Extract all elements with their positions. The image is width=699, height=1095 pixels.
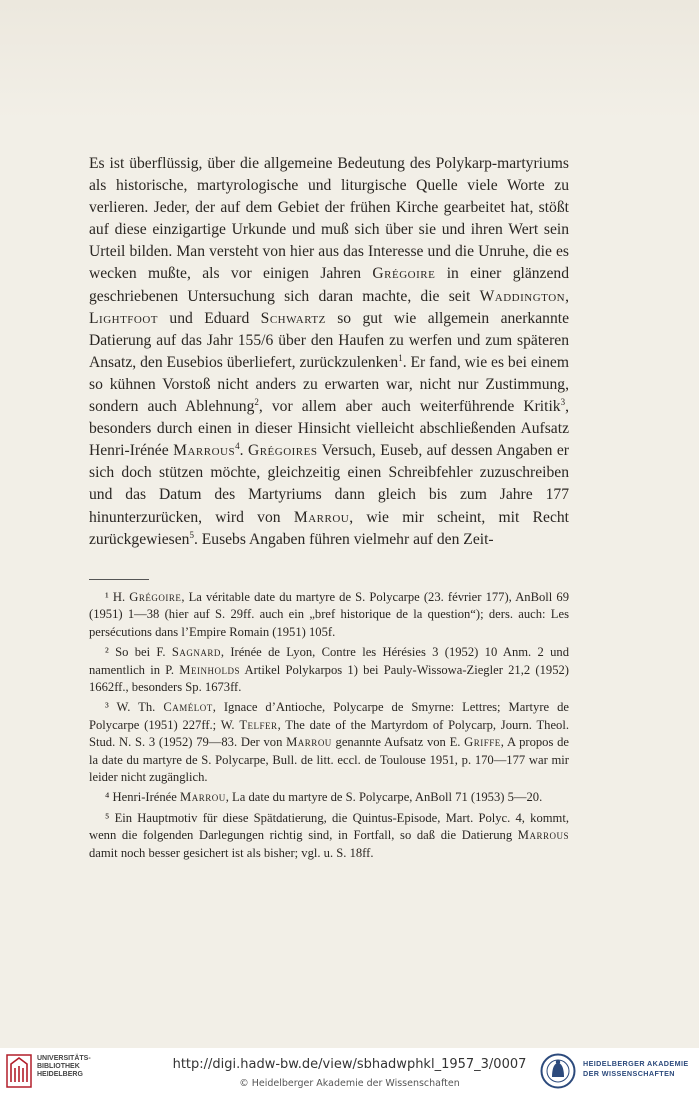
text-run: , La date du martyre de S. Polycarpe, AnBoll 71 (1953) 5—20. xyxy=(225,790,543,805)
university-library-label: UNIVERSITÄTS- BIBLIOTHEK HEIDELBERG xyxy=(37,1055,91,1078)
text-run: Es ist überflüssig, über die allgemeine Bedeutung des Polykarp-martyriums als historische, martyrologische und liturgische Quelle viele Worte zu verlieren. Jeder, der auf dem Gebiet der frühen Kirche gearbeitet hat, stößt auf diese einzigartige Urkunde und muß sich über sie und ihren Wert sein Urteil bilden. Man versteht von hier aus das Interesse und die Unruhe, die es wecken mußte, als vor einigen Jahren xyxy=(89,155,569,283)
copyright-notice: © Heidelberger Akademie der Wissenschaften xyxy=(239,1078,460,1089)
author-name: Marrou xyxy=(286,735,332,750)
author-name: Telfer xyxy=(239,717,278,732)
text-run: , The date of the Martyrdom of Polycarp, Journ. Theol. Stud. N. S. 3 (1952) 79—83. Der von xyxy=(89,717,570,750)
text-run: ⁵ Ein Hauptmotiv für diese Spätdatierung, die Quintus-Episode, Mart. Polyc. 4, kommt, wenn die folgenden Darlegungen richtig sind, in Fortfall, so daß die Datierung xyxy=(89,810,569,843)
academy-seal-icon xyxy=(540,1053,576,1089)
footnote-1 xyxy=(89,589,569,641)
author-name: Marrous xyxy=(517,828,569,843)
main-paragraph xyxy=(89,153,569,551)
author-name: Waddington xyxy=(479,287,566,305)
author-name: Meinholds xyxy=(179,662,240,677)
author-name: Grégoire xyxy=(372,265,436,283)
footnote-marker: 4 xyxy=(235,441,240,452)
author-name: Marrou xyxy=(293,508,350,526)
text-run: , A propos de la date du martyre de S. Polycarpe, Bull. de litt. eccl. de Toulouse 1951, p. 170—177 war mir leider nicht zugänglich. xyxy=(89,735,569,785)
footnote-5 xyxy=(89,810,569,862)
text-run: , Irénée de Lyon, Contre les Hérésies 3 (1952) 10 Anm. 2 und namentlich in P. xyxy=(89,645,569,677)
text-run: . xyxy=(239,442,248,460)
footnote-3 xyxy=(89,699,569,786)
text-run: , La véritable date du martyre de S. Polycarpe (23. février 177), AnBoll 69 (1951) 1—38 (hier auf S. 29ff. auch ein „bref historique de la question“); ders. auch: Les persécutions dans l’Empire Romain (1951) 105f. xyxy=(89,590,569,639)
author-name: Schwartz xyxy=(260,309,326,327)
text-run: , Ignace d’Antioche, Polycarpe de Smyrne: Lettres; Martyre de Polycarpe (1951) 227ff.; W. xyxy=(89,700,569,732)
text-run: , xyxy=(565,287,569,305)
footnote-marker: 5 xyxy=(189,529,194,540)
footnote-separator xyxy=(89,579,149,580)
text-run: , vor allem aber auch weiterführende Kritik xyxy=(258,398,561,416)
author-name: Grégoires xyxy=(247,442,318,460)
academy-label: HEIDELBERGER AKADEMIE DER WISSENSCHAFTEN xyxy=(583,1059,689,1078)
text-run: ² So bei F. xyxy=(105,645,172,660)
footnote-marker: 2 xyxy=(254,396,259,407)
text-run: , besonders durch einen in dieser Hinsicht vielleicht abschließenden Aufsatz Henri-Irénée xyxy=(89,398,569,460)
author-name: Lightfoot xyxy=(89,309,159,327)
text-run: ¹ H. xyxy=(105,590,130,604)
author-name: Griffe xyxy=(464,735,501,750)
text-run: Artikel Polykarpos 1) bei Pauly-Wissowa-Ziegler 21,2 (1952) 1662ff., besonders Sp. 1673ff. xyxy=(89,662,570,695)
author-name: Sagnard xyxy=(171,645,221,660)
text-run: . Er fand, wie es bei einem so kühnen Vorstoß nicht anders zu erwarten war, nicht nur Zustimmung, sondern auch Ablehnung xyxy=(89,353,569,416)
author-name: Camélot xyxy=(163,700,213,715)
text-run: in einer glänzend geschriebenen Untersuchung sich daran machte, die seit xyxy=(89,265,569,305)
permalink-url[interactable]: http://digi.hadw-bw.de/view/sbhadwphkl_1957_3/0007 xyxy=(172,1057,527,1072)
text-run: ⁴ Henri-Irénée xyxy=(105,790,181,805)
footnote-4 xyxy=(89,789,569,806)
author-name: Grégoire xyxy=(129,590,182,604)
text-run: und Eduard xyxy=(158,309,261,327)
footnote-2 xyxy=(89,644,569,696)
text-run: so gut wie allgemein anerkannte Datierung auf das Jahr 155/6 über den Haufen zu werfen und zum späteren Ansatz, den Eusebios überliefert, zurückzulenken xyxy=(89,309,569,371)
footnotes xyxy=(89,589,569,865)
author-name: Marrou xyxy=(180,790,226,805)
text-run: ³ W. Th. xyxy=(105,700,164,715)
main-body-text xyxy=(89,153,569,551)
text-run: genannte Aufsatz von E. xyxy=(331,735,465,750)
author-name: Marrous xyxy=(173,442,236,460)
text-run: , wie mir scheint, mit Recht zurückgewiesen xyxy=(89,508,569,548)
show-through-area xyxy=(0,0,699,120)
footnote-marker: 1 xyxy=(398,352,403,363)
footnote-marker: 3 xyxy=(560,396,566,407)
text-run: damit noch besser gesichert ist als bisher; vgl. u. S. 18ff. xyxy=(89,845,374,860)
text-run: Versuch, Euseb, auf dessen Angaben er sich doch stützen möchte, gleichzeitig einen Schreibfehler zuzuschreiben und das Datum des Martyriums dann gleich bis zum Jahre 177 hinunterzurücken, wird von xyxy=(89,442,570,526)
text-run: . Eusebs Angaben führen vielmehr auf den Zeit- xyxy=(193,530,494,548)
